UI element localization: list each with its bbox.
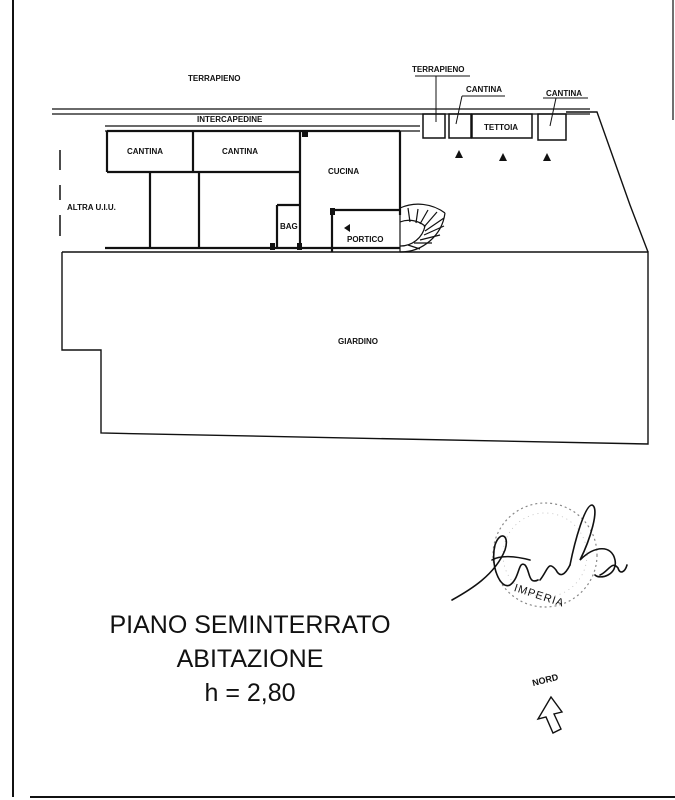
label-tettoia: TETTOIA bbox=[484, 123, 519, 132]
label-cucina: CUCINA bbox=[328, 167, 360, 176]
label-terrapieno-top: TERRAPIENO bbox=[412, 65, 465, 74]
tettoia-pillars bbox=[455, 150, 551, 161]
north-label: NORD bbox=[531, 671, 560, 689]
title-line-2: ABITAZIONE bbox=[176, 645, 324, 673]
label-giardino: GIARDINO bbox=[338, 337, 378, 346]
title-line-3: h = 2,80 bbox=[204, 679, 296, 707]
wall-markers bbox=[270, 131, 335, 250]
right-site-boundary bbox=[566, 112, 648, 252]
garden-boundary bbox=[62, 252, 648, 444]
callout-lines bbox=[415, 76, 588, 126]
label-cantina-2: CANTINA bbox=[222, 147, 258, 156]
signature bbox=[452, 505, 627, 600]
label-altra-uiu: ALTRA U.I.U. bbox=[67, 203, 116, 212]
label-bag: BAG bbox=[280, 222, 298, 231]
label-cantina-top1: CANTINA bbox=[466, 85, 502, 94]
north-arrow-icon bbox=[538, 697, 562, 733]
stamp-text: IMPERIA bbox=[512, 582, 566, 610]
label-cantina-1: CANTINA bbox=[127, 147, 163, 156]
label-portico: PORTICO bbox=[347, 235, 384, 244]
portico-arrow bbox=[344, 224, 350, 232]
label-intercapedine: INTERCAPEDINE bbox=[197, 115, 263, 124]
title-line-1: PIANO SEMINTERRATO bbox=[109, 611, 391, 639]
label-terrapieno-left: TERRAPIENO bbox=[188, 74, 241, 83]
spiral-staircase bbox=[400, 204, 445, 252]
label-cantina-top2: CANTINA bbox=[546, 89, 582, 98]
